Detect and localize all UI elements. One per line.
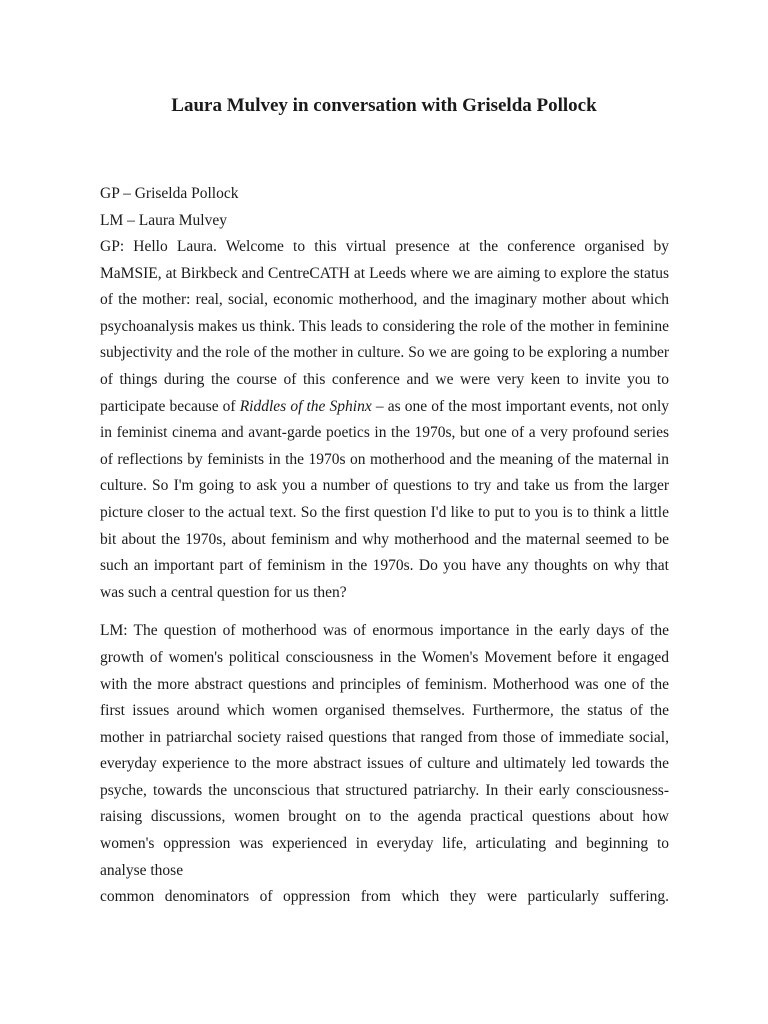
document-title: Laura Mulvey in conversation with Griselda Pollock (171, 95, 597, 116)
speaker-gp: GP – Griselda Pollock (100, 185, 239, 202)
paragraph-text: – as one of the most important events, not only in feminist cinema and avant-garde poetics in the 1970s, but one of a very profound series of reflections by feminists in the 1970s on motherhood and the meaning of the maternal in culture. So I'm going to ask you a number of questions to try and take us from the larger picture closer to the actual text. So the first question I'd like to put to you is to think a little bit about the 1970s, about feminism and why motherhood and the maternal seemed to be such an important part of feminism in the 1970s. Do you have any thoughts on why that was such a central question for us then? (100, 397, 670, 601)
speaker-list (100, 180, 670, 234)
paragraph-text: GP: Hello Laura. Welcome to this virtual presence at the conference organised by MaMSIE, at Birkbeck and CentreCATH at Leeds where we are aiming to explore the status of the mother: real, social, economic motherhood, and the imaginary mother about which psychoanalysis makes us think. This leads to considering the role of the mother in feminine subjectivity and the role of the mother in culture. So we are going to be exploring a number of things during the course of this conference and we were very keen to invite you to participate because of (100, 238, 669, 415)
paragraph-text: LM: The question of motherhood was of enormous importance in the early days of the growth of women's political consciousness in the Women's Movement before it engaged with the more abstract questions and principles of feminism. Motherhood was one of the first issues around which women organised themselves. Furthermore, the status of the mother in patriarchal society raised questions that ranged from those of immediate social, everyday experience to the more abstract issues of culture and ultimately led towards the psyche, towards the unconscious that structured patriarchy. In their early consciousness-raising discussions, women brought on to the agenda practical questions about how women's oppression was experienced in everyday life, articulating and beginning to analyse those (100, 622, 669, 879)
paragraph-final-line: common denominators of oppression from which they were particularly suffering. (100, 888, 669, 906)
paragraph-lm-answer (100, 618, 669, 911)
speaker-lm: LM – Laura Mulvey (100, 212, 227, 229)
paragraph-gp-question (100, 234, 669, 606)
transcript-body (100, 234, 669, 923)
film-title-italic: Riddles of the Sphinx (239, 397, 372, 415)
